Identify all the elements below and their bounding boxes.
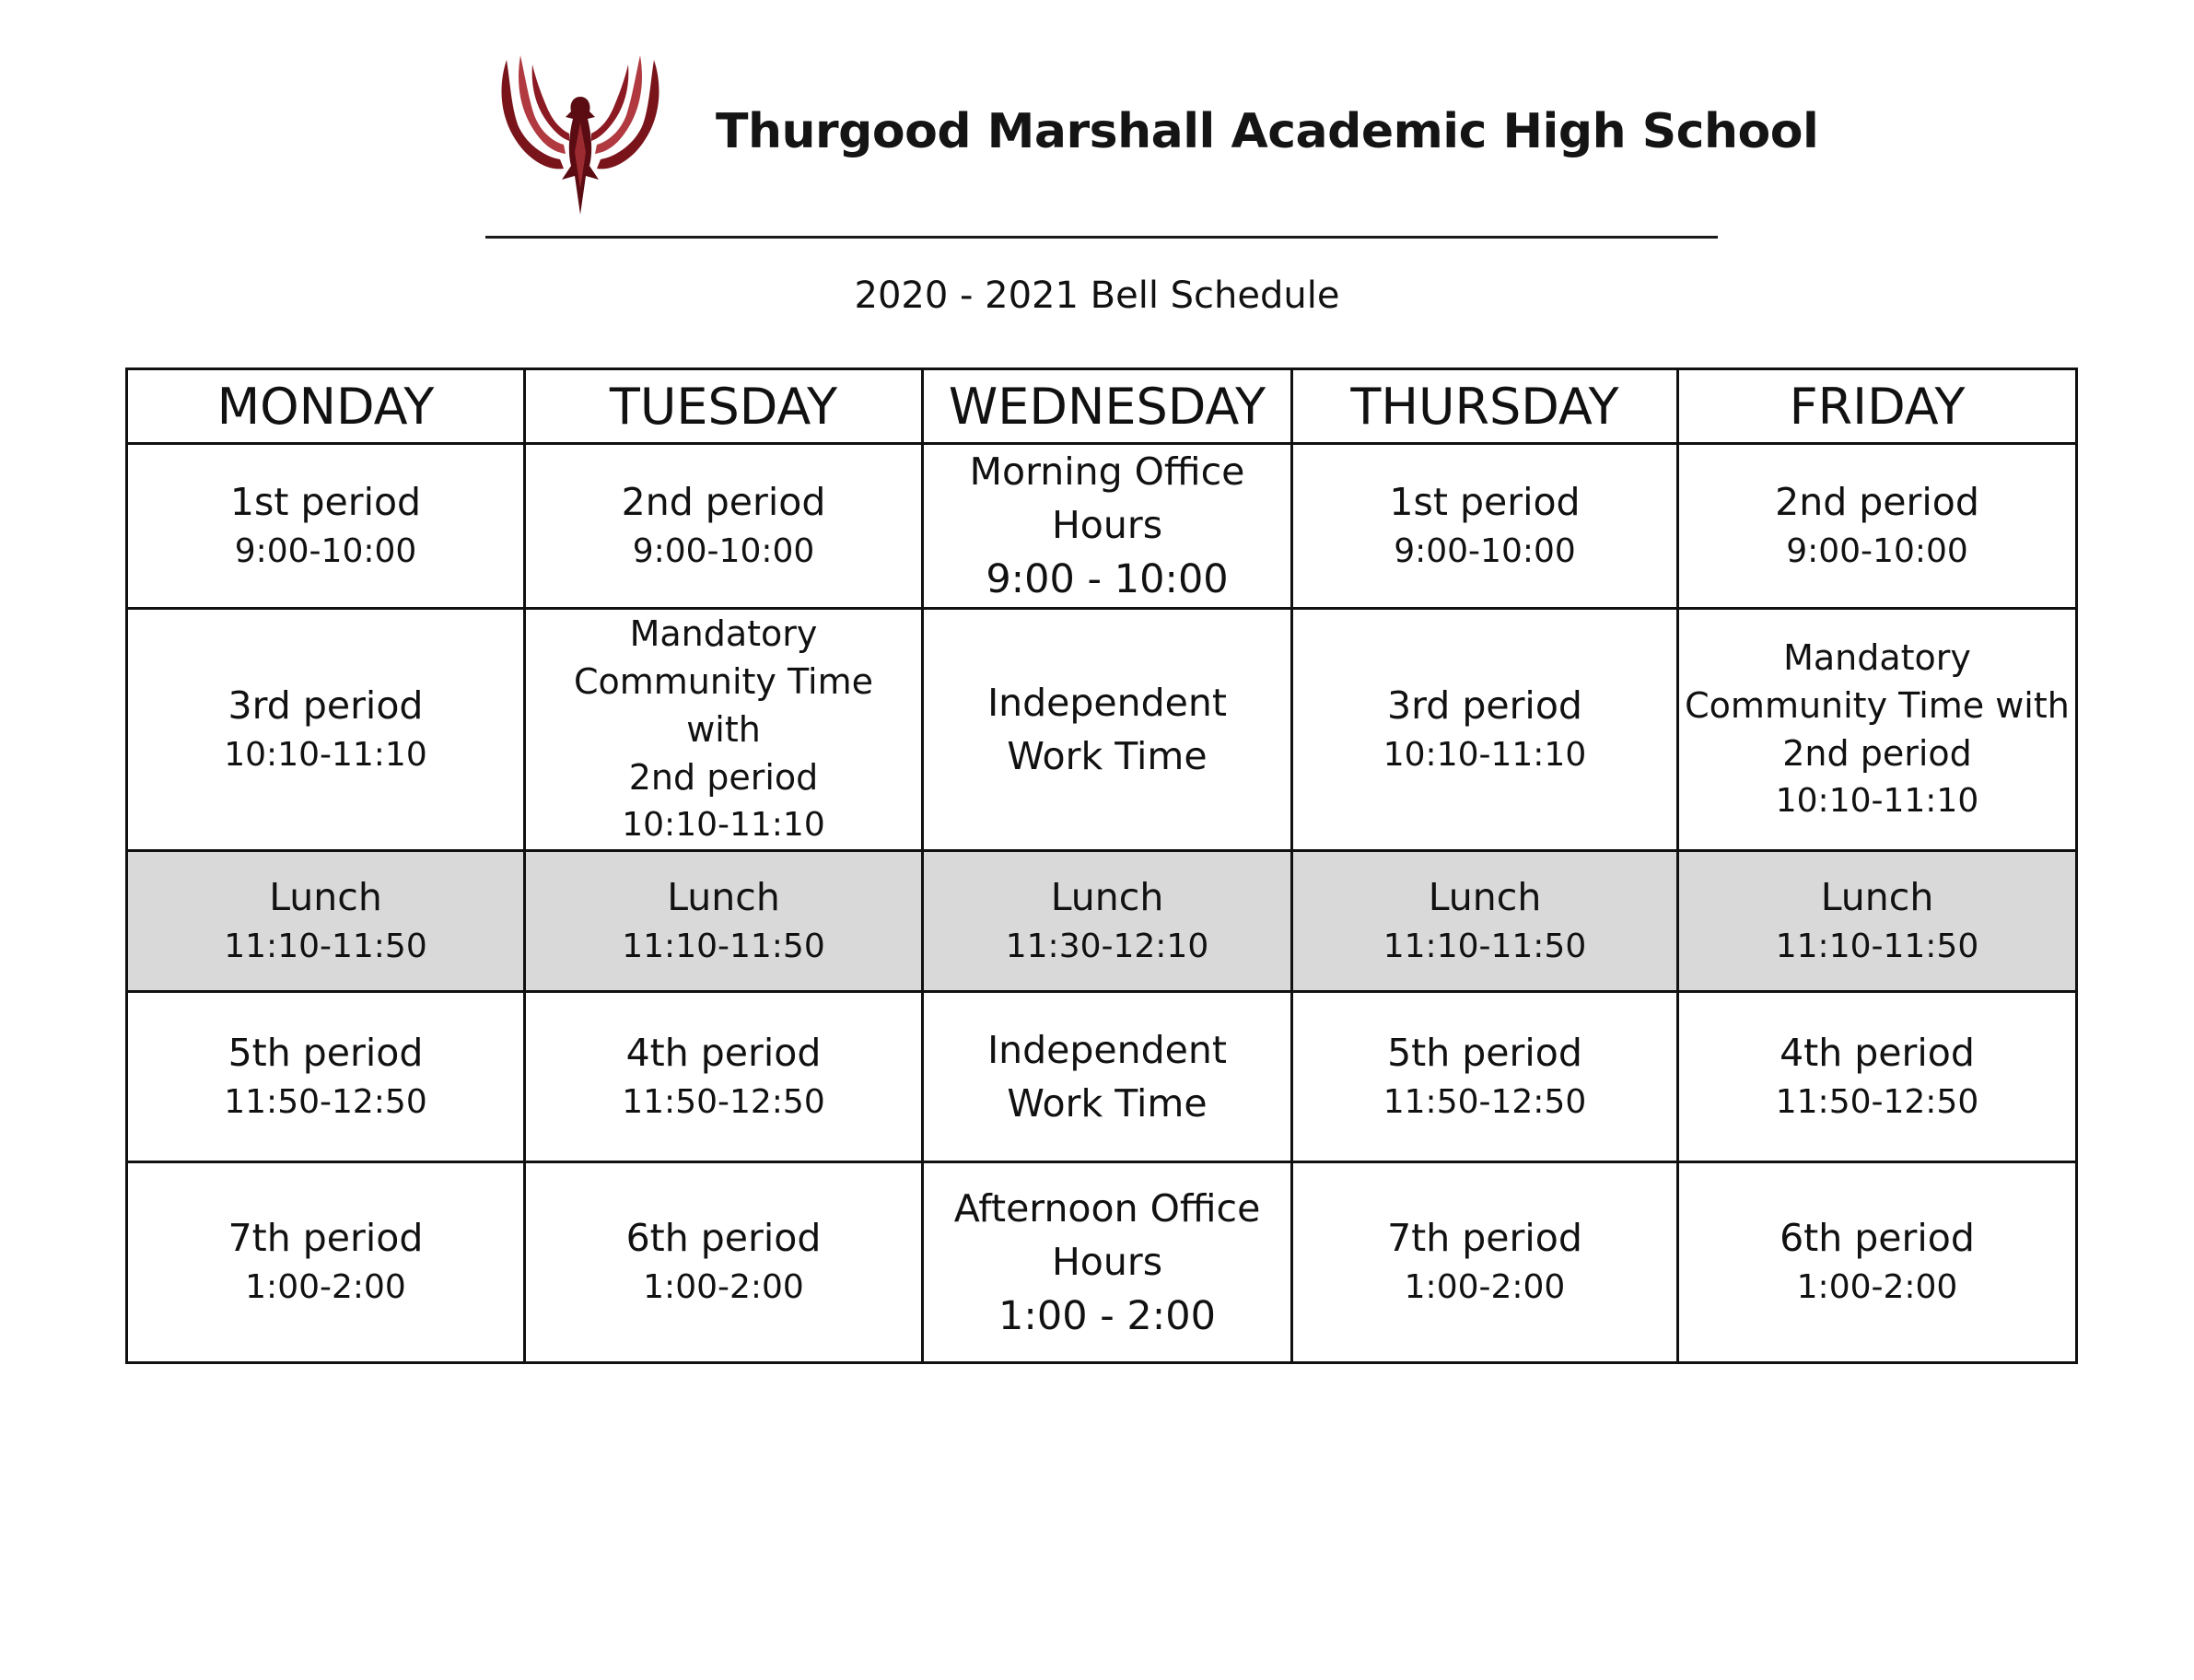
schedule-cell: [923, 609, 1292, 851]
schedule-cell: [127, 609, 525, 851]
period-time: 11:10-11:50: [224, 927, 427, 965]
period-name: Hours: [1051, 503, 1163, 547]
period-name: Mandatory: [1783, 637, 1971, 678]
phoenix-emblem-icon: [488, 51, 672, 216]
period-time: 9:00-10:00: [1394, 531, 1576, 570]
period-time: 1:00 - 2:00: [998, 1292, 1216, 1339]
period-time: 11:50-12:50: [1383, 1082, 1587, 1121]
period-time: 1:00-2:00: [1796, 1268, 1958, 1306]
day-header-tuesday: TUESDAY: [525, 369, 923, 444]
period-time: 10:10-11:10: [622, 806, 825, 844]
period-time: 10:10-11:10: [1383, 735, 1587, 774]
period-name: 5th period: [1387, 1030, 1582, 1075]
period-name: Morning Office: [969, 449, 1245, 494]
schedule-cell: [1678, 1162, 2077, 1363]
period-time: 1:00-2:00: [245, 1268, 406, 1306]
schedule-cell: [127, 992, 525, 1162]
period-name: 3rd period: [228, 682, 424, 728]
period-time: 9:00-10:00: [234, 531, 417, 570]
lunch-cell: [525, 851, 923, 992]
schedule-cell: [1292, 992, 1678, 1162]
period-name: 6th period: [625, 1216, 822, 1260]
day-header-friday: FRIDAY: [1678, 369, 2077, 444]
period-name: 3rd period: [1387, 682, 1582, 728]
schedule-row: [127, 444, 2077, 609]
period-name: 1st period: [1389, 479, 1581, 524]
period-name: Mandatory: [629, 613, 818, 654]
period-name: 6th period: [1780, 1216, 1975, 1260]
lunch-cell: [1292, 851, 1678, 992]
lunch-cell: [1678, 851, 2077, 992]
period-time: 11:10-11:50: [622, 927, 825, 965]
schedule-cell: [923, 1162, 1292, 1363]
period-name: 2nd period: [1782, 733, 1972, 774]
schedule-cell: [923, 444, 1292, 609]
schedule-cell: [127, 1162, 525, 1363]
schedule-cell: [525, 444, 923, 609]
period-name: 4th period: [625, 1030, 822, 1075]
period-name: Community Time with: [573, 661, 873, 750]
period-name: Work Time: [1007, 1081, 1208, 1126]
period-name: Lunch: [269, 874, 382, 919]
lunch-cell: [127, 851, 525, 992]
schedule-cell: [1678, 444, 2077, 609]
period-time: 9:00-10:00: [1786, 531, 1968, 570]
period-name: 2nd period: [628, 757, 819, 798]
schedule-cell: [525, 992, 923, 1162]
school-name: Thurgood Marshall Academic High School: [716, 104, 1819, 159]
schedule-cell: [127, 444, 525, 609]
period-time: 9:00-10:00: [632, 531, 815, 570]
period-name: Independent: [987, 681, 1227, 725]
period-time: 11:30-12:10: [1005, 927, 1209, 965]
schedule-row: [127, 1162, 2077, 1363]
schedule-cell: [1292, 609, 1678, 851]
period-name: Lunch: [1050, 874, 1164, 919]
period-name: Work Time: [1007, 734, 1208, 778]
period-name: Lunch: [1820, 874, 1934, 919]
schedule-cell: [525, 609, 923, 851]
period-time: 10:10-11:10: [1775, 782, 1979, 820]
period-name: 2nd period: [621, 479, 826, 524]
period-name: 5th period: [228, 1030, 424, 1075]
period-name: 2nd period: [1775, 479, 1979, 524]
schedule-cell: [1292, 1162, 1678, 1363]
period-time: 11:50-12:50: [622, 1082, 825, 1121]
schedule-row: [127, 609, 2077, 851]
lunch-cell: [923, 851, 1292, 992]
period-name: 4th period: [1780, 1030, 1975, 1075]
schedule-cell: [1678, 992, 2077, 1162]
period-time: 11:50-12:50: [224, 1082, 427, 1121]
period-name: Afternoon Office: [953, 1185, 1261, 1231]
page-title: 2020 - 2021 Bell Schedule: [854, 274, 1340, 317]
period-name: Lunch: [667, 874, 780, 919]
period-time: 11:10-11:50: [1775, 927, 1979, 965]
day-header-thursday: THURSDAY: [1292, 369, 1678, 444]
period-time: 1:00-2:00: [1404, 1268, 1566, 1306]
period-name: Hours: [1051, 1239, 1163, 1284]
period-name: 7th period: [1387, 1216, 1582, 1260]
day-header-wednesday: WEDNESDAY: [923, 369, 1292, 444]
period-name: Lunch: [1428, 874, 1542, 919]
schedule-row: [127, 992, 2077, 1162]
day-header-row: [127, 369, 2077, 444]
school-header: [479, 51, 1819, 226]
period-name: 1st period: [229, 479, 422, 524]
header-divider: [485, 236, 1718, 239]
schedule-cell: [1292, 444, 1678, 609]
period-name: 7th period: [228, 1216, 424, 1260]
period-time: 9:00 - 10:00: [986, 556, 1229, 602]
period-name: Community Time with: [1685, 685, 2070, 726]
schedule-cell: [1678, 609, 2077, 851]
period-time: 11:50-12:50: [1775, 1082, 1979, 1121]
schedule-cell: [923, 992, 1292, 1162]
period-time: 1:00-2:00: [643, 1268, 804, 1306]
period-time: 10:10-11:10: [224, 735, 427, 774]
schedule-cell: [525, 1162, 923, 1363]
bell-schedule-table: [125, 368, 2078, 1364]
period-name: Independent: [987, 1028, 1227, 1072]
period-time: 11:10-11:50: [1383, 927, 1587, 965]
day-header-monday: MONDAY: [127, 369, 525, 444]
lunch-row: [127, 851, 2077, 992]
